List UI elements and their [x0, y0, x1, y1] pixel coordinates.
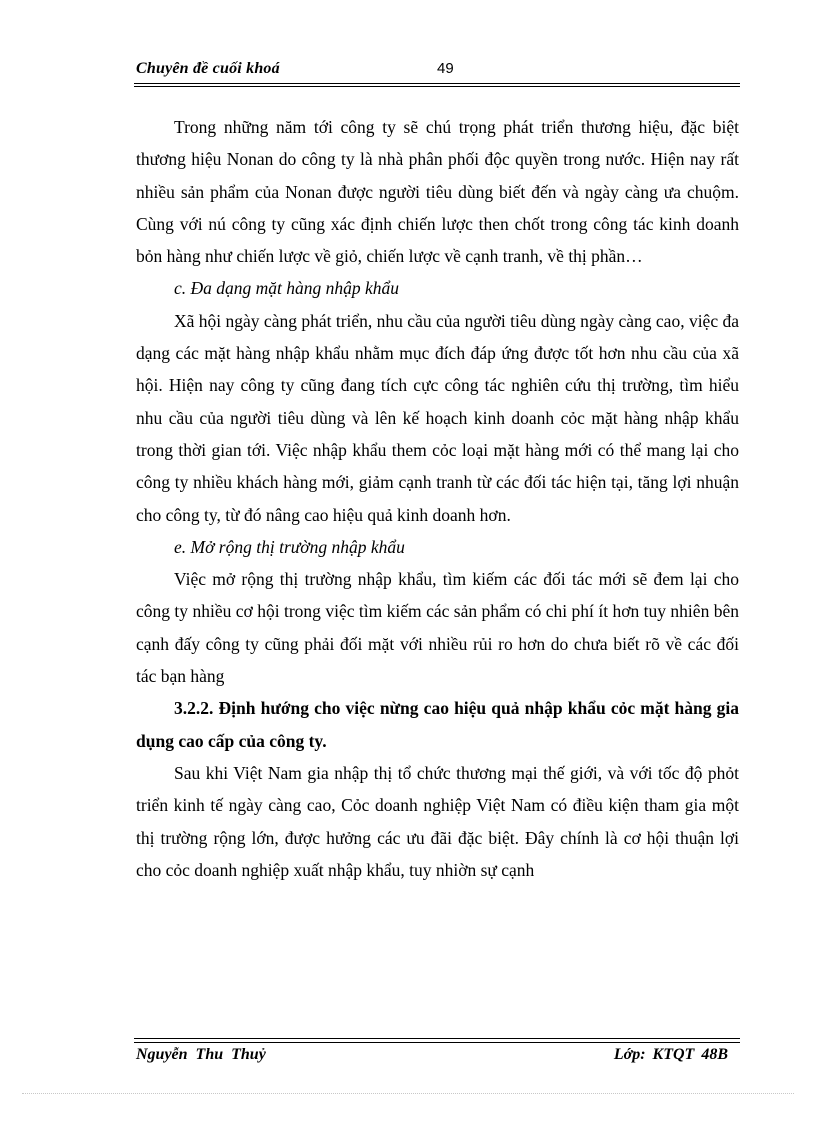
- body-paragraph: Trong những năm tới công ty sẽ chú trọng phát triển thương hiệu, đặc biệt thương hiệu Nonan do công ty là nhà phân phối độc quyền trong nước. Hiện nay rất nhiều sản phẩm của Nonan được người tiêu dùng biết đến và ngày càng ưa chuộm. Cùng với nú công ty cũng xác định chiến lược then chốt trong công tác kinh doanh bỏn hàng như chiến lược về giỏ, chiến lược về cạnh tranh, về thị phần…: [136, 117, 739, 267]
- footer-divider: [134, 1042, 740, 1043]
- footer-class: Lớp: KTQT 48B: [613, 1046, 728, 1063]
- page-edge-divider: [22, 1093, 794, 1094]
- body-paragraph: Việc mở rộng thị trường nhập khẩu, tìm kiếm các đối tác mới sẽ đem lại cho công ty nhiều cơ hội trong việc tìm kiếm các sản phẩm có chi phí ít hơn tuy nhiên bên cạnh đấy công ty cũng phải đối mặt với nhiều rủi ro hơn do chưa biết rõ về các đối tác bạn hàng: [136, 569, 739, 687]
- body-paragraph: Xã hội ngày càng phát triển, nhu cầu của người tiêu dùng ngày càng cao, việc đa dạng các mặt hàng nhập khẩu nhằm mục đích đáp ứng được tốt hơn nhu cầu của xã hội. Hiện nay công ty cũng đang tích cực công tác nghiên cứu thị trường, tìm hiểu nhu cầu của người tiêu dùng và lên kế hoạch kinh doanh cỏc mặt hàng nhập khẩu trong thời gian tới. Việc nhập khẩu them cỏc loại mặt hàng mới có thể mang lại cho công ty nhiều khách hàng mới, giảm cạnh tranh từ các đối tác hiện tại, tăng lợi nhuận cho công ty, từ đó nâng cao hiệu quả kinh doanh hơn.: [136, 310, 739, 525]
- subsection-heading: e. Mở rộng thị trường nhập khẩu: [174, 536, 405, 557]
- header-divider: [134, 86, 740, 87]
- header-divider: [134, 83, 740, 84]
- document-body: [136, 111, 739, 886]
- body-paragraph: Sau khi Việt Nam gia nhập thị tổ chức thương mại thế giới, và với tốc độ phỏt triển kinh tế ngày càng cao, Cỏc doanh nghiệp Việt Nam có điều kiện tham gia một thị trường rộng lớn, được hưởng các ưu đãi đặc biệt. Đây chính là cơ hội thuận lợi cho cỏc doanh nghiệp xuất nhập khẩu, tuy nhiờn sự cạnh: [136, 762, 739, 880]
- header-title: Chuyên đề cuối khoá: [136, 60, 280, 77]
- page-number: 49: [437, 60, 454, 77]
- footer-author: Nguyễn Thu Thuỷ: [136, 1046, 266, 1063]
- footer-divider: [134, 1038, 740, 1039]
- subsection-heading: c. Đa dạng mặt hàng nhập khẩu: [174, 278, 400, 299]
- section-heading: 3.2.2. Định hướng cho việc nừng cao hiệu quả nhập khẩu cỏc mặt hàng gia dụng cao cấp của công ty.: [136, 698, 739, 751]
